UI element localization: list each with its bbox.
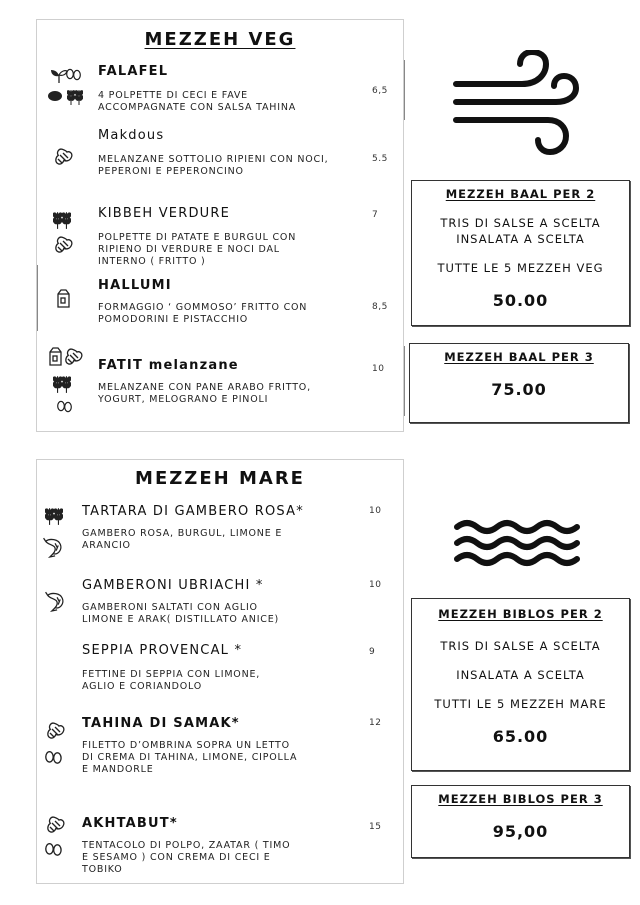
dish-description: TENTACOLO DI POLPO, ZAATAR ( TIMO E SESAMO ) CON CREMA DI CECI E TOBIKO: [82, 840, 291, 875]
dish-name: FATIT melanzane: [98, 358, 239, 373]
offer-title: MEZZEH BIBLOS PER 2: [438, 607, 603, 621]
bean-icon: [47, 90, 63, 102]
offer-price: 95,00: [492, 822, 549, 841]
waves-icon: [453, 517, 585, 569]
dish-name: GAMBERONI UBRIACHI *: [82, 578, 264, 593]
dish-name: HALLUMI: [98, 278, 172, 293]
dish-description: MELANZANE CON PANE ARABO FRITTO, YOGURT, MELOGRANO E PINOLI: [98, 382, 311, 405]
dish-description: 4 POLPETTE DI CECI E FAVE ACCOMPAGNATE CON SALSA TAHINA: [98, 90, 297, 113]
dish-description: FILETTO D’OMBRINA SOPRA UN LETTO DI CREMA DI TAHINA, LIMONE, CIPOLLA E MANDORLE: [82, 740, 298, 775]
shrimp-icon: [43, 536, 63, 558]
dish-price: 7: [372, 210, 379, 220]
dish-price: 6,5: [372, 86, 388, 96]
peanut-icon: [65, 348, 83, 368]
egg-icon: [45, 750, 63, 766]
dish-name: SEPPIA PROVENCAL *: [82, 643, 243, 658]
egg-icon: [45, 842, 63, 858]
milk-carton-icon: [47, 346, 64, 367]
dish-price: 10: [369, 506, 382, 516]
shrimp-icon: [45, 590, 65, 612]
dish-price: 9: [369, 647, 376, 657]
offer-price: 75.00: [491, 380, 547, 399]
offer-box-baal-3: [409, 343, 629, 423]
dish-description: GAMBERONI SALTATI CON AGLIO LIMONE E ARAK( DISTILLATO ANICE): [82, 602, 280, 625]
dish-price: 10: [372, 364, 385, 374]
offer-line: TRIS DI SALSE A SCELTA: [440, 639, 601, 653]
dish-description: POLPETTE DI PATATE E BURGUL CON RIPIENO DI VERDURE E NOCI DAL INTERNO ( FRITTO ): [98, 232, 297, 267]
dish-description: FORMAGGIO ‘ GOMMOSO’ FRITTO CON POMODORINI E PISTACCHIO: [98, 302, 308, 325]
dish-name: TARTARA DI GAMBERO ROSA*: [82, 504, 304, 519]
mezzeh-veg-panel: [36, 19, 404, 432]
wheat-icon: [53, 374, 71, 394]
peanut-icon: [55, 236, 73, 256]
wheat-icon: [67, 88, 83, 106]
dish-name: KIBBEH VERDURE: [98, 206, 231, 221]
offer-title: MEZZEH BAAL PER 2: [445, 187, 596, 201]
divider: [404, 346, 405, 416]
milk-carton-icon: [55, 288, 72, 309]
dish-description: MELANZANE SOTTOLIO RIPIENI CON NOCI, PEPERONI E PEPERONCINO: [98, 154, 329, 177]
offer-line: TRIS DI SALSE A SCELTA: [440, 216, 601, 230]
offer-box-biblos-2: [411, 598, 630, 771]
offer-title: MEZZEH BAAL PER 3: [444, 350, 594, 364]
dish-price: 8,5: [372, 302, 388, 312]
dish-price: 15: [369, 822, 382, 832]
offer-line: TUTTI LE 5 MEZZEH MARE: [434, 697, 607, 711]
divider: [37, 265, 38, 331]
dish-description: GAMBERO ROSA, BURGUL, LIMONE E ARANCIO: [82, 528, 283, 551]
section-title: MEZZEH MARE: [135, 468, 305, 489]
dish-description: FETTINE DI SEPPIA CON LIMONE, AGLIO E CORIANDOLO: [82, 669, 261, 692]
egg-icon: [66, 68, 82, 82]
section-title: MEZZEH VEG: [144, 29, 296, 50]
offer-line: INSALATA A SCELTA: [456, 232, 585, 246]
dish-price: 12: [369, 718, 382, 728]
offer-title: MEZZEH BIBLOS PER 3: [438, 792, 603, 806]
wind-icon: [452, 50, 580, 156]
dish-name: FALAFEL: [98, 64, 169, 79]
divider: [404, 60, 405, 120]
dish-price: 10: [369, 580, 382, 590]
dish-name: Makdous: [98, 128, 165, 143]
offer-price: 50.00: [492, 291, 549, 310]
wheat-icon: [53, 210, 71, 230]
dish-name: AKHTABUT*: [82, 816, 178, 831]
offer-price: 65.00: [492, 727, 549, 746]
offer-line: TUTTE LE 5 MEZZEH VEG: [437, 261, 604, 275]
dish-name: TAHINA DI SAMAK*: [82, 716, 240, 731]
dish-price: 5.5: [372, 154, 388, 164]
mezzeh-mare-panel: [36, 459, 404, 884]
offer-line: INSALATA A SCELTA: [456, 668, 585, 682]
peanut-icon: [55, 148, 73, 168]
peanut-icon: [47, 722, 65, 742]
offer-box-biblos-3: [411, 785, 630, 858]
offer-box-baal-2: [411, 180, 630, 326]
peanut-icon: [47, 816, 65, 836]
egg-icon: [57, 400, 73, 414]
wheat-icon: [45, 506, 63, 526]
